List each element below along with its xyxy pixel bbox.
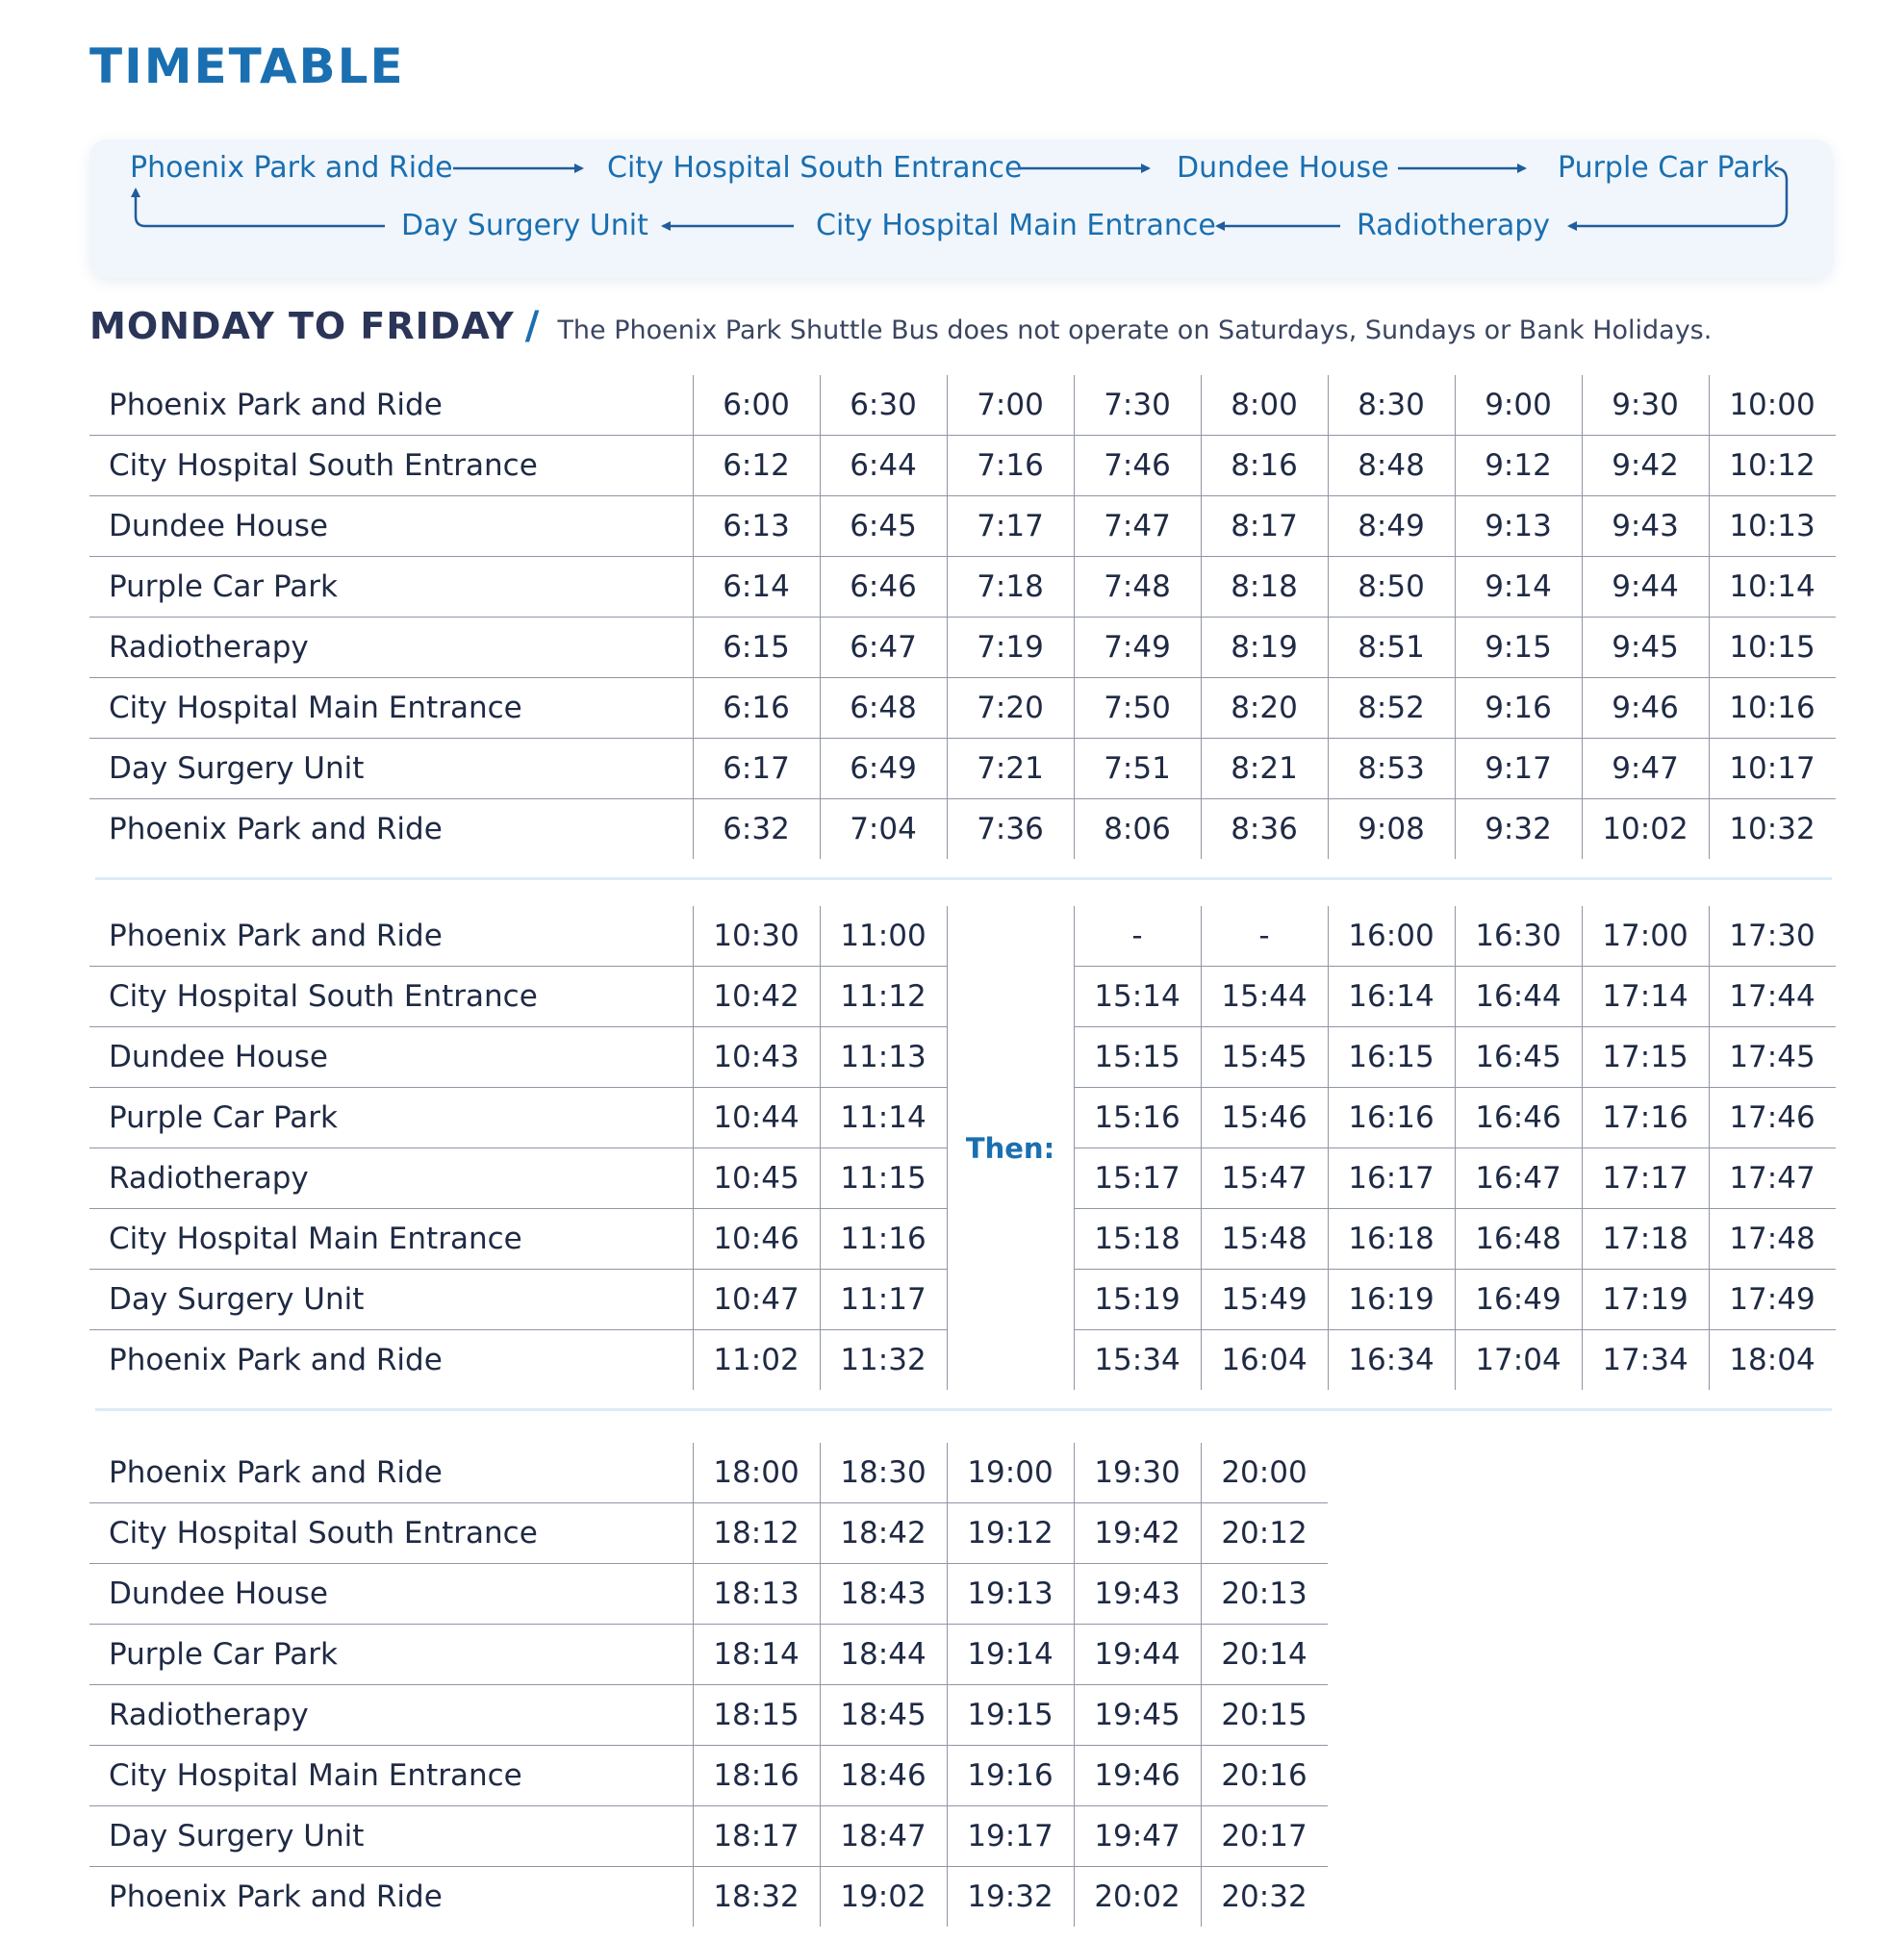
time-cell: 17:04 [1455, 1330, 1582, 1391]
time-cell: 10:16 [1709, 678, 1836, 739]
route-stop: Day Surgery Unit [401, 209, 648, 242]
time-cell: 9:08 [1328, 799, 1455, 860]
time-cell: 8:51 [1328, 618, 1455, 678]
section-title: MONDAY TO FRIDAY [89, 305, 515, 347]
stop-name-cell: City Hospital South Entrance [89, 1503, 693, 1564]
time-cell: 19:15 [947, 1685, 1074, 1746]
time-cell: 10:43 [693, 1027, 820, 1088]
time-cell: 6:47 [820, 618, 947, 678]
stop-name-cell: City Hospital South Entrance [89, 436, 693, 496]
time-cell: 9:42 [1582, 436, 1709, 496]
time-cell: 15:18 [1074, 1209, 1201, 1270]
time-cell: 6:48 [820, 678, 947, 739]
time-cell: 7:36 [947, 799, 1074, 860]
time-cell: 8:49 [1328, 496, 1455, 557]
time-cell: 10:46 [693, 1209, 820, 1270]
time-cell: 20:15 [1201, 1685, 1328, 1746]
time-cell: 15:17 [1074, 1148, 1201, 1209]
time-cell: 19:00 [947, 1443, 1074, 1503]
time-cell: 16:18 [1328, 1209, 1455, 1270]
time-cell: 18:17 [693, 1806, 820, 1867]
stop-name-cell: Phoenix Park and Ride [109, 1343, 443, 1377]
time-cell: 7:16 [947, 436, 1074, 496]
stop-name-cell: Radiotherapy [89, 1685, 693, 1746]
time-cell: 18:32 [693, 1867, 820, 1928]
page-title: TIMETABLE [89, 38, 405, 94]
time-cell: 17:19 [1582, 1270, 1709, 1330]
time-cell: 7:46 [1074, 436, 1201, 496]
table-row [89, 1564, 1328, 1625]
time-cell: 17:44 [1709, 967, 1836, 1027]
table-row [89, 1625, 1328, 1685]
stop-name-cell: Purple Car Park [89, 557, 693, 618]
time-cell: 6:13 [693, 496, 820, 557]
time-cell: 19:02 [820, 1867, 947, 1928]
timetable-table [89, 906, 1836, 1390]
time-cell: 20:00 [1201, 1443, 1328, 1503]
time-cell: 17:49 [1709, 1270, 1836, 1330]
time-cell: 9:45 [1582, 618, 1709, 678]
time-cell: 7:19 [947, 618, 1074, 678]
time-cell: 11:00 [820, 906, 947, 967]
table-row [89, 436, 1836, 496]
table-row [89, 618, 1836, 678]
time-cell: 16:30 [1455, 906, 1582, 967]
time-cell: 8:53 [1328, 739, 1455, 799]
time-cell: 6:14 [693, 557, 820, 618]
time-cell: 15:19 [1074, 1270, 1201, 1330]
time-cell: 10:32 [1709, 799, 1836, 860]
section-header [89, 304, 1712, 348]
time-cell: 19:45 [1074, 1685, 1201, 1746]
time-cell: 17:30 [1709, 906, 1836, 967]
time-cell: 20:17 [1201, 1806, 1328, 1867]
time-cell: 9:12 [1455, 436, 1582, 496]
time-cell: 8:20 [1201, 678, 1328, 739]
time-cell: 16:48 [1455, 1209, 1582, 1270]
time-cell: 16:17 [1328, 1148, 1455, 1209]
time-cell: 19:30 [1074, 1443, 1201, 1503]
timetable-table [89, 1443, 1328, 1927]
time-cell: 10:13 [1709, 496, 1836, 557]
table-row [89, 739, 1836, 799]
time-cell: 11:16 [820, 1209, 947, 1270]
time-cell: 7:47 [1074, 496, 1201, 557]
time-cell: 11:17 [820, 1270, 947, 1330]
time-cell: 9:47 [1582, 739, 1709, 799]
time-cell: 7:50 [1074, 678, 1201, 739]
time-cell: 17:48 [1709, 1209, 1836, 1270]
time-cell: 6:45 [820, 496, 947, 557]
table-row [89, 1746, 1328, 1806]
time-cell: 20:16 [1201, 1746, 1328, 1806]
time-cell: 19:12 [947, 1503, 1074, 1564]
time-cell: 17:46 [1709, 1088, 1836, 1148]
time-cell: 19:47 [1074, 1806, 1201, 1867]
stop-name-cell: Phoenix Park and Ride [89, 906, 693, 967]
time-cell: 19:17 [947, 1806, 1074, 1867]
time-cell: 16:00 [1328, 906, 1455, 967]
time-cell: 20:13 [1201, 1564, 1328, 1625]
time-cell: 19:32 [947, 1867, 1074, 1928]
time-cell: 19:14 [947, 1625, 1074, 1685]
stop-name-cell: Dundee House [89, 496, 693, 557]
time-cell: 18:46 [820, 1746, 947, 1806]
time-cell: 10:47 [693, 1270, 820, 1330]
time-cell: 16:44 [1455, 967, 1582, 1027]
time-cell: 17:16 [1582, 1088, 1709, 1148]
time-cell: 16:15 [1328, 1027, 1455, 1088]
time-cell: 18:00 [693, 1443, 820, 1503]
time-cell: 17:34 [1582, 1330, 1709, 1391]
time-cell: 15:44 [1201, 967, 1328, 1027]
time-cell: 8:30 [1328, 375, 1455, 436]
time-cell: 9:44 [1582, 557, 1709, 618]
stop-name-cell: Phoenix Park and Ride [109, 812, 443, 846]
stop-name-cell: Dundee House [89, 1564, 693, 1625]
table-row [89, 557, 1836, 618]
time-cell: 17:15 [1582, 1027, 1709, 1088]
time-cell: 20:32 [1201, 1867, 1328, 1928]
stop-name-cell: Purple Car Park [89, 1625, 693, 1685]
stop-name-cell: Dundee House [89, 1027, 693, 1088]
time-cell: 18:13 [693, 1564, 820, 1625]
time-cell: 9:15 [1455, 618, 1582, 678]
time-cell: 18:43 [820, 1564, 947, 1625]
time-cell: 6:16 [693, 678, 820, 739]
time-cell: 17:00 [1582, 906, 1709, 967]
time-cell: - [1074, 906, 1201, 967]
time-cell: 18:14 [693, 1625, 820, 1685]
time-cell: 6:15 [693, 618, 820, 678]
arrow-return-icon [136, 189, 385, 226]
time-cell: 15:47 [1201, 1148, 1328, 1209]
stop-name-cell: Phoenix Park and Ride [89, 1443, 693, 1503]
stop-name-cell: Phoenix Park and Ride [89, 375, 693, 436]
time-cell: 17:45 [1709, 1027, 1836, 1088]
time-cell: 9:46 [1582, 678, 1709, 739]
time-cell: 17:17 [1582, 1148, 1709, 1209]
time-cell: 17:14 [1582, 967, 1709, 1027]
time-cell: 7:04 [820, 799, 947, 860]
stop-name-cell: City Hospital Main Entrance [89, 1209, 693, 1270]
time-cell: 18:42 [820, 1503, 947, 1564]
time-cell: 19:46 [1074, 1746, 1201, 1806]
divider [95, 877, 1832, 880]
time-cell: 18:04 [1709, 1330, 1836, 1391]
time-cell: 16:14 [1328, 967, 1455, 1027]
time-cell: 11:02 [693, 1330, 820, 1391]
time-cell: 10:15 [1709, 618, 1836, 678]
time-cell: 19:42 [1074, 1503, 1201, 1564]
stop-name-cell: Purple Car Park [89, 1088, 693, 1148]
time-cell: 6:12 [693, 436, 820, 496]
time-cell: 7:49 [1074, 618, 1201, 678]
stop-name-cell: City Hospital South Entrance [89, 967, 693, 1027]
time-cell: 17:47 [1709, 1148, 1836, 1209]
time-cell: 16:16 [1328, 1088, 1455, 1148]
time-cell: 8:00 [1201, 375, 1328, 436]
stop-name-cell: City Hospital Main Entrance [89, 1746, 693, 1806]
time-cell: 15:48 [1201, 1209, 1328, 1270]
time-cell: 17:18 [1582, 1209, 1709, 1270]
time-cell: 9:43 [1582, 496, 1709, 557]
stop-name-cell: Day Surgery Unit [89, 739, 693, 799]
time-cell: 6:46 [820, 557, 947, 618]
time-cell: 9:32 [1455, 799, 1582, 860]
table-row [89, 1806, 1328, 1867]
time-cell: 10:17 [1709, 739, 1836, 799]
time-cell: 16:45 [1455, 1027, 1582, 1088]
table-row [89, 1685, 1328, 1746]
time-cell: 7:00 [947, 375, 1074, 436]
time-cell: 16:46 [1455, 1088, 1582, 1148]
time-cell: 10:12 [1709, 436, 1836, 496]
time-cell: 16:34 [1328, 1330, 1455, 1391]
time-cell: 11:12 [820, 967, 947, 1027]
time-cell: 8:48 [1328, 436, 1455, 496]
time-cell: 18:30 [820, 1443, 947, 1503]
route-stop: Radiotherapy [1357, 209, 1551, 242]
stop-name-cell: Day Surgery Unit [89, 1270, 693, 1330]
table-row [89, 1443, 1328, 1503]
time-cell: 8:16 [1201, 436, 1328, 496]
table-row [89, 496, 1836, 557]
time-cell: 10:00 [1709, 375, 1836, 436]
route-diagram [89, 139, 1833, 278]
time-cell: 10:44 [693, 1088, 820, 1148]
time-cell: 18:47 [820, 1806, 947, 1867]
time-cell: 18:16 [693, 1746, 820, 1806]
time-cell: 19:43 [1074, 1564, 1201, 1625]
time-cell: 10:45 [693, 1148, 820, 1209]
table-row [89, 375, 1836, 436]
table-row [89, 1503, 1328, 1564]
time-cell: 9:14 [1455, 557, 1582, 618]
route-stop: City Hospital Main Entrance [816, 209, 1216, 242]
time-cell: 15:14 [1074, 967, 1201, 1027]
then-label: Then: [947, 906, 1074, 1390]
time-cell: 18:45 [820, 1685, 947, 1746]
time-cell: 11:14 [820, 1088, 947, 1148]
time-cell: 19:16 [947, 1746, 1074, 1806]
time-cell: 11:15 [820, 1148, 947, 1209]
time-cell: 6:17 [693, 739, 820, 799]
time-cell: 6:49 [820, 739, 947, 799]
time-cell: 16:04 [1201, 1330, 1328, 1391]
route-stop: Dundee House [1177, 151, 1389, 185]
divider [95, 1408, 1832, 1411]
time-cell: - [1201, 906, 1328, 967]
time-cell: 10:14 [1709, 557, 1836, 618]
time-cell: 7:17 [947, 496, 1074, 557]
time-cell: 9:30 [1582, 375, 1709, 436]
time-cell: 6:32 [693, 799, 820, 860]
timetable-table [89, 375, 1836, 859]
time-cell: 9:16 [1455, 678, 1582, 739]
time-cell: 8:18 [1201, 557, 1328, 618]
time-cell: 15:34 [1074, 1330, 1201, 1391]
time-cell: 8:19 [1201, 618, 1328, 678]
time-cell: 8:50 [1328, 557, 1455, 618]
table-row [89, 799, 1836, 860]
time-cell: 18:12 [693, 1503, 820, 1564]
time-cell: 18:15 [693, 1685, 820, 1746]
stop-name-cell: City Hospital Main Entrance [89, 678, 693, 739]
time-cell: 18:44 [820, 1625, 947, 1685]
time-cell: 20:02 [1074, 1867, 1201, 1928]
time-cell: 15:49 [1201, 1270, 1328, 1330]
stop-name-cell: Radiotherapy [89, 1148, 693, 1209]
time-cell: 8:06 [1074, 799, 1201, 860]
time-cell: 7:18 [947, 557, 1074, 618]
time-cell: 7:21 [947, 739, 1074, 799]
time-cell: 19:44 [1074, 1625, 1201, 1685]
time-cell: 15:15 [1074, 1027, 1201, 1088]
time-cell: 16:49 [1455, 1270, 1582, 1330]
time-cell: 15:16 [1074, 1088, 1201, 1148]
route-stop: Purple Car Park [1558, 151, 1780, 185]
route-stop: City Hospital South Entrance [607, 151, 1023, 185]
route-stop: Phoenix Park and Ride [130, 151, 453, 185]
table-row [89, 678, 1836, 739]
time-cell: 8:36 [1201, 799, 1328, 860]
time-cell: 15:45 [1201, 1027, 1328, 1088]
time-cell: 6:30 [820, 375, 947, 436]
time-cell: 7:30 [1074, 375, 1201, 436]
stop-name-cell: Radiotherapy [89, 618, 693, 678]
time-cell: 6:00 [693, 375, 820, 436]
time-cell: 19:13 [947, 1564, 1074, 1625]
time-cell: 9:17 [1455, 739, 1582, 799]
stop-name-cell: Phoenix Park and Ride [109, 1879, 443, 1914]
time-cell: 8:52 [1328, 678, 1455, 739]
table-row [89, 1867, 1328, 1928]
time-cell: 20:12 [1201, 1503, 1328, 1564]
time-cell: 7:51 [1074, 739, 1201, 799]
time-cell: 8:21 [1201, 739, 1328, 799]
time-cell: 8:17 [1201, 496, 1328, 557]
time-cell: 10:30 [693, 906, 820, 967]
time-cell: 16:47 [1455, 1148, 1582, 1209]
time-cell: 15:46 [1201, 1088, 1328, 1148]
stop-name-cell: Day Surgery Unit [89, 1806, 693, 1867]
time-cell: 11:32 [820, 1330, 947, 1391]
table-row [89, 906, 1836, 967]
time-cell: 6:44 [820, 436, 947, 496]
time-cell: 7:20 [947, 678, 1074, 739]
time-cell: 7:48 [1074, 557, 1201, 618]
time-cell: 11:13 [820, 1027, 947, 1088]
time-cell: 20:14 [1201, 1625, 1328, 1685]
time-cell: 9:13 [1455, 496, 1582, 557]
section-note: The Phoenix Park Shuttle Bus does not operate on Saturdays, Sundays or Bank Holidays. [557, 315, 1713, 345]
time-cell: 16:19 [1328, 1270, 1455, 1330]
time-cell: 10:02 [1582, 799, 1709, 860]
time-cell: 10:42 [693, 967, 820, 1027]
section-slash: / [524, 304, 540, 348]
time-cell: 9:00 [1455, 375, 1582, 436]
